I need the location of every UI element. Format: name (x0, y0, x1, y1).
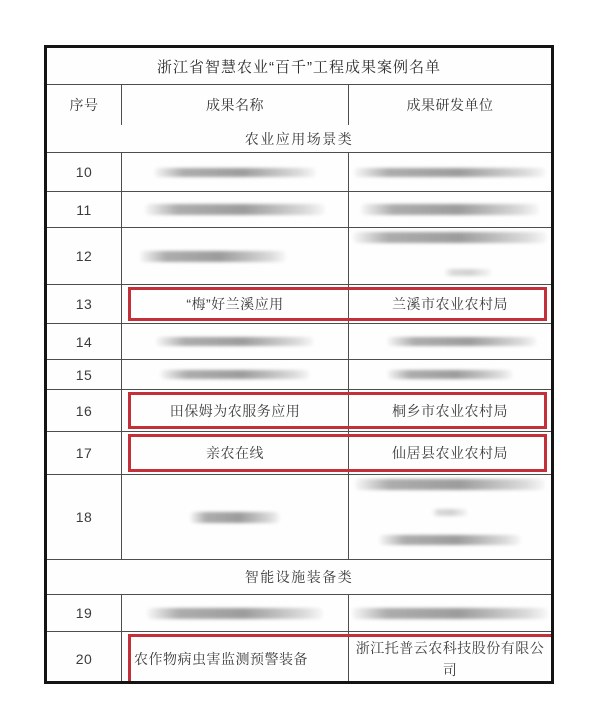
redacted-text (154, 168, 317, 177)
redacted-text (353, 232, 547, 243)
table-title: 浙江省智慧农业“百千”工程成果案例名单 (157, 58, 441, 76)
row-number: 20 (47, 632, 122, 684)
table-row (47, 191, 551, 227)
redacted-text (444, 269, 492, 276)
result-unit: 仙居县农业农村局 (392, 445, 508, 461)
table-row-highlighted (47, 431, 551, 474)
header-num: 序号 (47, 85, 122, 125)
row-number: 10 (47, 153, 122, 191)
result-unit: 桐乡市农业农村局 (392, 402, 508, 419)
results-table (44, 45, 554, 684)
result-unit: 浙江托普云农科技股份有限公司 (355, 640, 545, 678)
row-number: 11 (47, 192, 122, 227)
table-row (47, 323, 551, 359)
table-row-highlighted (47, 284, 551, 323)
section-scene (47, 125, 551, 152)
header-name: 成果名称 (122, 85, 349, 125)
header-row (47, 84, 551, 125)
redacted-text (379, 535, 520, 545)
redacted-text (354, 168, 546, 177)
redacted-text (387, 370, 512, 379)
section-scene-label: 农业应用场景类 (244, 130, 354, 147)
table-row (47, 594, 551, 631)
result-unit: 兰溪市农业农村局 (392, 296, 508, 312)
row-number: 14 (47, 324, 122, 359)
section-equipment (47, 559, 551, 594)
table-row (47, 359, 551, 389)
table-row-highlighted (47, 631, 551, 684)
row-number: 15 (47, 360, 122, 389)
result-name: 亲农在线 (122, 432, 349, 474)
table-row (47, 227, 551, 284)
redacted-text (160, 370, 309, 379)
row-number: 19 (47, 595, 122, 631)
row-number: 12 (47, 228, 122, 284)
redacted-text (156, 337, 314, 346)
redacted-text (432, 509, 468, 516)
row-number: 16 (47, 390, 122, 431)
result-name: 田保姆为农服务应用 (122, 390, 349, 431)
table-title-row (47, 48, 551, 84)
table-row (47, 152, 551, 191)
redacted-text (352, 608, 548, 619)
section-equipment-label: 智能设施装备类 (244, 569, 354, 585)
header-unit: 成果研发单位 (406, 97, 494, 113)
row-number: 13 (47, 285, 122, 323)
redacted-text (147, 608, 323, 619)
redacted-text (190, 512, 280, 523)
result-name: “梅”好兰溪应用 (122, 285, 349, 323)
row-number: 18 (47, 475, 122, 559)
table-row-highlighted (47, 389, 551, 431)
result-name: 农作物病虫害监测预警装备 (122, 632, 349, 684)
table-row (47, 474, 551, 559)
redacted-text (387, 337, 536, 346)
redacted-text (140, 251, 286, 262)
redacted-text (355, 479, 545, 490)
redacted-text (145, 204, 326, 215)
redacted-text (361, 204, 539, 215)
row-number: 17 (47, 432, 122, 474)
